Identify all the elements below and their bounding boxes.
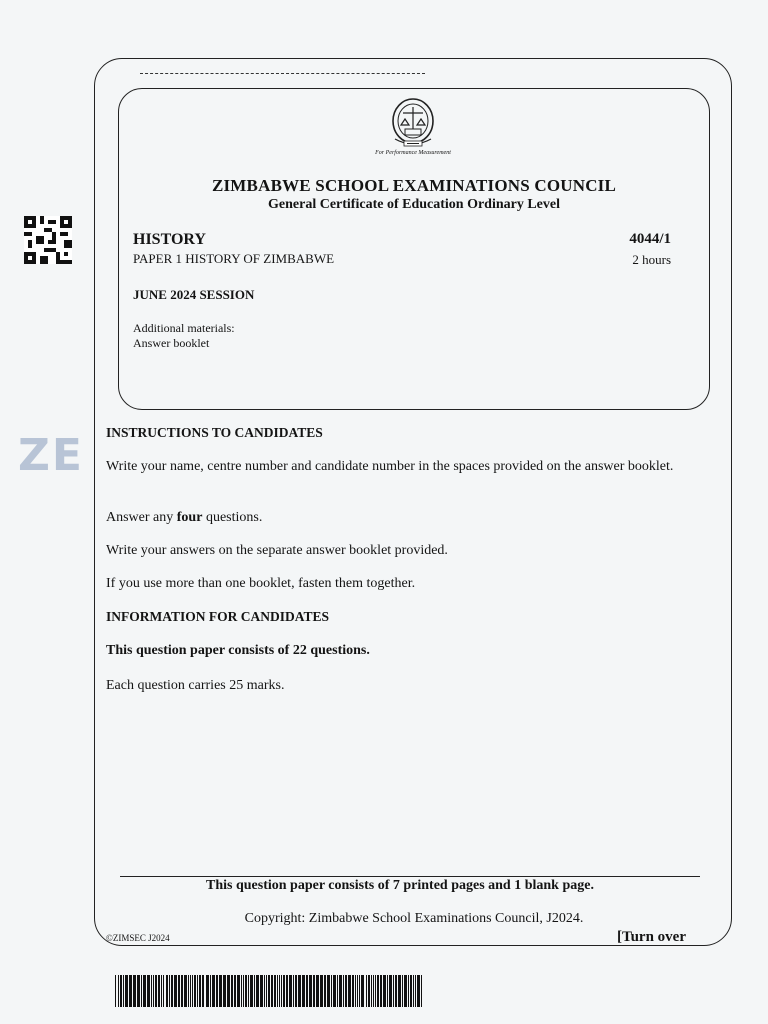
barcode-bar	[306, 975, 308, 1007]
qr-code-icon	[24, 216, 72, 264]
barcode-bar	[320, 975, 323, 1007]
barcode-bar	[286, 975, 288, 1007]
barcode-bar	[260, 975, 263, 1007]
barcode-bar	[298, 975, 301, 1007]
question-count: This question paper consists of 22 questions.	[106, 643, 370, 658]
barcode-bar	[219, 975, 222, 1007]
barcode-bar	[345, 975, 347, 1007]
corner-mark: ©ZIMSEC J2024	[106, 933, 170, 943]
materials-label: Additional materials:	[133, 321, 235, 335]
barcode-bar	[174, 975, 177, 1007]
barcode-bar	[248, 975, 249, 1007]
barcode-bar	[343, 975, 344, 1007]
barcode-bar	[190, 975, 191, 1007]
barcode-bar	[377, 975, 379, 1007]
instruction-item: If you use more than one booklet, fasten them together.	[106, 576, 416, 591]
barcode-icon	[115, 975, 425, 1007]
barcode-bar	[402, 975, 403, 1007]
barcode-bar	[408, 975, 409, 1007]
duration: 2 hours	[632, 252, 671, 267]
barcode-bar	[147, 975, 150, 1007]
barcode-bar	[181, 975, 183, 1007]
barcode-bar	[125, 975, 128, 1007]
barcode-bar	[178, 975, 180, 1007]
barcode-bar	[371, 975, 372, 1007]
barcode-bar	[212, 975, 215, 1007]
barcode-bar	[264, 975, 265, 1007]
instruction-item	[106, 509, 696, 526]
barcode-bar	[309, 975, 312, 1007]
barcode-bar	[331, 975, 332, 1007]
answer-count: four	[176, 510, 203, 525]
session: JUNE 2024 SESSION	[133, 287, 255, 302]
subject-title: HISTORY	[133, 231, 206, 248]
barcode-bar	[216, 975, 218, 1007]
barcode-bar	[368, 975, 370, 1007]
barcode-bar	[231, 975, 233, 1007]
exam-level: General Certificate of Education Ordinary Level	[268, 197, 560, 212]
barcode-bar	[293, 975, 294, 1007]
barcode-bar	[327, 975, 330, 1007]
instruction-item: Write your answers on the separate answer booklet provided.	[106, 543, 448, 558]
barcode-bar	[161, 975, 162, 1007]
barcode-bar	[404, 975, 407, 1007]
barcode-bar	[223, 975, 226, 1007]
barcode-bar	[210, 975, 211, 1007]
barcode-bar	[417, 975, 420, 1007]
instruction-item: Write your name, centre number and candidate number in the spaces provided on the answer booklet.	[106, 459, 674, 474]
barcode-bar	[274, 975, 276, 1007]
barcode-bar	[279, 975, 280, 1007]
barcode-bar	[206, 975, 209, 1007]
barcode-bar	[283, 975, 285, 1007]
barcode-bar	[245, 975, 247, 1007]
barcode-bar	[361, 975, 364, 1007]
instructions-heading: INSTRUCTIONS TO CANDIDATES	[106, 425, 323, 440]
barcode-bar	[141, 975, 142, 1007]
barcode-bar	[143, 975, 146, 1007]
barcode-bar	[359, 975, 360, 1007]
information-heading: INFORMATION FOR CANDIDATES	[106, 609, 330, 624]
barcode-bar	[277, 975, 278, 1007]
barcode-bar	[337, 975, 338, 1007]
barcode-bar	[194, 975, 196, 1007]
barcode-bar	[123, 975, 124, 1007]
barcode-bar	[254, 975, 255, 1007]
barcode-bar	[192, 975, 193, 1007]
barcode-bar	[352, 975, 354, 1007]
barcode-bar	[250, 975, 253, 1007]
barcode-bar	[115, 975, 116, 1007]
barcode-bar	[271, 975, 273, 1007]
barcode-bar	[393, 975, 394, 1007]
barcode-bar	[421, 975, 422, 1007]
turn-over: [Turn over	[616, 929, 686, 945]
barcode-bar	[380, 975, 382, 1007]
barcode-bar	[227, 975, 230, 1007]
barcode-bar	[166, 975, 168, 1007]
barcode-bar	[295, 975, 297, 1007]
barcode-bar	[171, 975, 173, 1007]
barcode-bar	[158, 975, 160, 1007]
barcode-bar	[118, 975, 119, 1007]
logo-caption: For Performance Measurement	[375, 150, 451, 156]
barcode-bar	[268, 975, 270, 1007]
barcode-bar	[339, 975, 342, 1007]
barcode-bar	[234, 975, 236, 1007]
zimsec-logo-icon	[385, 95, 441, 151]
barcode-bar	[410, 975, 412, 1007]
footer-divider	[120, 876, 700, 877]
barcode-bar	[137, 975, 140, 1007]
barcode-bar	[313, 975, 315, 1007]
barcode-bar	[241, 975, 242, 1007]
barcode-bar	[333, 975, 336, 1007]
barcode-bar	[199, 975, 201, 1007]
copyright: Copyright: Zimbabwe School Examinations Council, J2024.	[244, 911, 584, 926]
council-name: ZIMBABWE SCHOOL EXAMINATIONS COUNCIL	[211, 176, 617, 195]
answer-suffix: questions.	[202, 510, 263, 525]
barcode-bar	[281, 975, 282, 1007]
barcode-bar	[375, 975, 376, 1007]
barcode-bar	[188, 975, 189, 1007]
barcode-bar	[395, 975, 397, 1007]
barcode-bar	[373, 975, 374, 1007]
barcode-bar	[398, 975, 401, 1007]
barcode-bar	[316, 975, 319, 1007]
page-count: This question paper consists of 7 printed pages and 1 blank page.	[206, 878, 594, 893]
barcode-bar	[389, 975, 392, 1007]
barcode-bar	[413, 975, 414, 1007]
marks-info: Each question carries 25 marks.	[106, 678, 285, 693]
barcode-bar	[237, 975, 240, 1007]
additional-materials	[133, 321, 235, 351]
barcode-bar	[197, 975, 198, 1007]
watermark-text: ZE	[18, 430, 84, 481]
barcode-bar	[387, 975, 388, 1007]
materials-value: Answer booklet	[133, 336, 210, 350]
barcode-bar	[133, 975, 136, 1007]
barcode-bar	[169, 975, 170, 1007]
barcode-bar	[120, 975, 122, 1007]
barcode-bar	[348, 975, 351, 1007]
barcode-bar	[355, 975, 356, 1007]
barcode-bar	[256, 975, 259, 1007]
barcode-bar	[151, 975, 152, 1007]
barcode-bar	[129, 975, 132, 1007]
subject-code: 4044/1	[629, 231, 671, 247]
barcode-bar	[184, 975, 187, 1007]
barcode-bar	[366, 975, 367, 1007]
barcode-bar	[153, 975, 154, 1007]
answer-prefix: Answer any	[106, 510, 177, 525]
paper-title: PAPER 1 HISTORY OF ZIMBABWE	[133, 251, 335, 266]
barcode-bar	[289, 975, 292, 1007]
barcode-bar	[415, 975, 416, 1007]
barcode-bar	[383, 975, 386, 1007]
barcode-bar	[243, 975, 244, 1007]
barcode-bar	[155, 975, 157, 1007]
barcode-bar	[302, 975, 305, 1007]
barcode-bar	[357, 975, 358, 1007]
barcode-bar	[324, 975, 326, 1007]
barcode-bar	[266, 975, 267, 1007]
barcode-bar	[202, 975, 204, 1007]
barcode-bar	[163, 975, 164, 1007]
